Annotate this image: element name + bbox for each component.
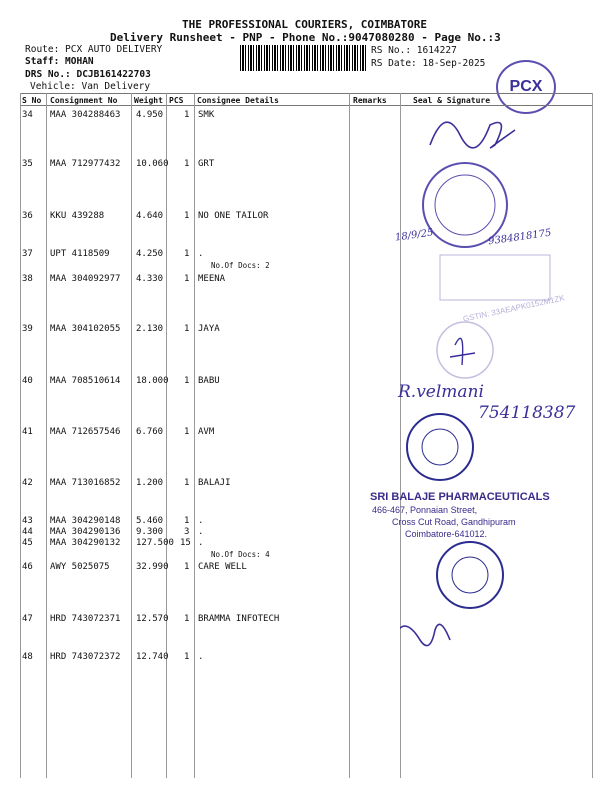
sri-ayyan-stamp-inner [422, 429, 458, 465]
handwritten-number: 9384818175 [487, 227, 553, 248]
table-cell: 12.570 [136, 614, 169, 624]
table-cell: BRAMMA INFOTECH [198, 614, 280, 624]
table-cell: 1 [184, 614, 190, 624]
table-cell: 10.060 [136, 159, 169, 169]
table-cell: 34 [22, 110, 33, 120]
table-cell: SMK [198, 110, 215, 120]
table-cell: 1 [184, 427, 190, 437]
table-cell: JAYA [198, 324, 220, 334]
docs-count-note: No.Of Docs: 4 [211, 550, 270, 559]
table-cell: 6.760 [136, 427, 164, 437]
table-cell: MAA 304290148 [50, 516, 121, 526]
col-remarks: Remarks [353, 96, 387, 105]
table-cell: MAA 712657546 [50, 427, 121, 437]
table-cell: HRD 743072372 [50, 652, 121, 662]
table-cell: MAA 304290136 [50, 527, 121, 537]
table-cell: 127.500 [136, 538, 174, 548]
table-cell: BABU [198, 376, 220, 386]
table-cell: . [198, 249, 204, 259]
table-cell: . [198, 652, 204, 662]
table-cell: 1 [184, 274, 190, 284]
faint-seal-stamp [437, 322, 493, 378]
balaje-stamp-name: SRI BALAJE PHARMACEUTICALS [370, 491, 550, 503]
table-cell: BALAJI [198, 478, 231, 488]
rs-number: RS No.: 1614227 [371, 45, 457, 56]
runsheet-subtitle: Delivery Runsheet - PNP - Phone No.:9047080280 - Page No.:3 [110, 31, 501, 44]
table-cell: 1 [184, 516, 190, 526]
table-cell: MAA 708510614 [50, 376, 121, 386]
route: Route: PCX AUTO DELIVERY [25, 44, 163, 55]
table-cell: 35 [22, 159, 33, 169]
col-pcs: PCS [169, 96, 184, 105]
table-cell: 48 [22, 652, 33, 662]
col-sno: S No [22, 96, 42, 105]
table-cell: 4.330 [136, 274, 164, 284]
table-cell: 1 [184, 478, 190, 488]
signature-smk [430, 122, 515, 148]
handwritten-name: R.velmani [398, 382, 484, 402]
table-cell: 36 [22, 211, 33, 221]
signature-jaya [450, 338, 475, 365]
table-cell: CARE WELL [198, 562, 247, 572]
table-cell: MAA 304102055 [50, 324, 121, 334]
balaje-stamp-address-2: Cross Cut Road, Gandhipuram [392, 517, 516, 527]
balaje-stamp-address-1: 466-467, Ponnaian Street, [372, 505, 478, 515]
table-cell: 1 [184, 376, 190, 386]
gstin-stamp: GSTIN: 33AEAPK0152M1ZK [462, 293, 566, 324]
table-cell: MAA 304290132 [50, 538, 121, 548]
table-cell: KKU 439288 [50, 211, 105, 221]
staff: Staff: MOHAN [25, 56, 94, 67]
header-top-rule [20, 93, 592, 94]
handwritten-date: 18/9/25 [394, 227, 435, 244]
table-cell: GRT [198, 159, 215, 169]
table-cell: 9.300 [136, 527, 164, 537]
table-cell: . [198, 527, 204, 537]
col-seal: Seal & Signature [413, 96, 491, 105]
carewel-stamp [437, 542, 503, 608]
table-cell: . [198, 516, 204, 526]
rs-date: RS Date: 18-Sep-2025 [371, 58, 486, 69]
table-cell: 5.460 [136, 516, 164, 526]
drs-number: DRS No.: DCJB161422703 [25, 69, 151, 80]
table-cell: MAA 304288463 [50, 110, 121, 120]
table-cell: 1 [184, 249, 190, 259]
table-cell: NO ONE TAILOR [198, 211, 269, 221]
table-cell: 1 [184, 324, 190, 334]
table-cell: 4.950 [136, 110, 164, 120]
handwritten-phone: 754118387 [478, 403, 576, 423]
col-weight: Weight [134, 96, 163, 105]
carewel-stamp-inner [452, 557, 488, 593]
faint-stamp [440, 255, 550, 300]
company-title: THE PROFESSIONAL COURIERS, COIMBATORE [182, 18, 428, 31]
pcx-stamp: PCX [496, 60, 556, 114]
vehicle: Vehicle: Van Delivery [30, 81, 151, 92]
table-cell: 4.250 [136, 249, 164, 259]
table-cell: 43 [22, 516, 33, 526]
table-cell: 37 [22, 249, 33, 259]
table-cell: 40 [22, 376, 33, 386]
table-cell: 46 [22, 562, 33, 572]
table-cell: 1 [184, 562, 190, 572]
grt-seal-inner [435, 175, 495, 235]
col-consignment: Consignment No [50, 96, 118, 105]
table-cell: 44 [22, 527, 33, 537]
table-cell: 38 [22, 274, 33, 284]
table-cell: UPT 4118509 [50, 249, 110, 259]
table-cell: 32.990 [136, 562, 169, 572]
table-cell: 1 [184, 211, 190, 221]
table-cell: 45 [22, 538, 33, 548]
table-cell: 3 [184, 527, 190, 537]
sri-ayyan-stamp [407, 414, 473, 480]
table-cell: MAA 712977432 [50, 159, 121, 169]
table-cell: AWY 5025075 [50, 562, 110, 572]
balaje-stamp-address-3: Coimbatore-641012. [405, 529, 488, 539]
table-cell: 4.640 [136, 211, 164, 221]
table-cell: 15 [180, 538, 191, 548]
table-cell: 39 [22, 324, 33, 334]
signature-bramma [400, 624, 450, 645]
table-cell: MAA 304092977 [50, 274, 121, 284]
table-cell: 1 [184, 652, 190, 662]
table-cell: 12.740 [136, 652, 169, 662]
table-cell: 1 [184, 159, 190, 169]
table-cell: 42 [22, 478, 33, 488]
table-cell: 1.200 [136, 478, 164, 488]
table-cell: HRD 743072371 [50, 614, 121, 624]
table-cell: 47 [22, 614, 33, 624]
table-cell: AVM [198, 427, 215, 437]
table-cell: 1 [184, 110, 190, 120]
barcode [240, 45, 368, 71]
table-cell: 18.000 [136, 376, 169, 386]
table-cell: 2.130 [136, 324, 164, 334]
col-consignee: Consignee Details [197, 96, 279, 105]
table-cell: 41 [22, 427, 33, 437]
table-cell: MEENA [198, 274, 226, 284]
table-cell: MAA 713016852 [50, 478, 121, 488]
docs-count-note: No.Of Docs: 2 [211, 261, 270, 270]
table-cell: . [198, 538, 204, 548]
